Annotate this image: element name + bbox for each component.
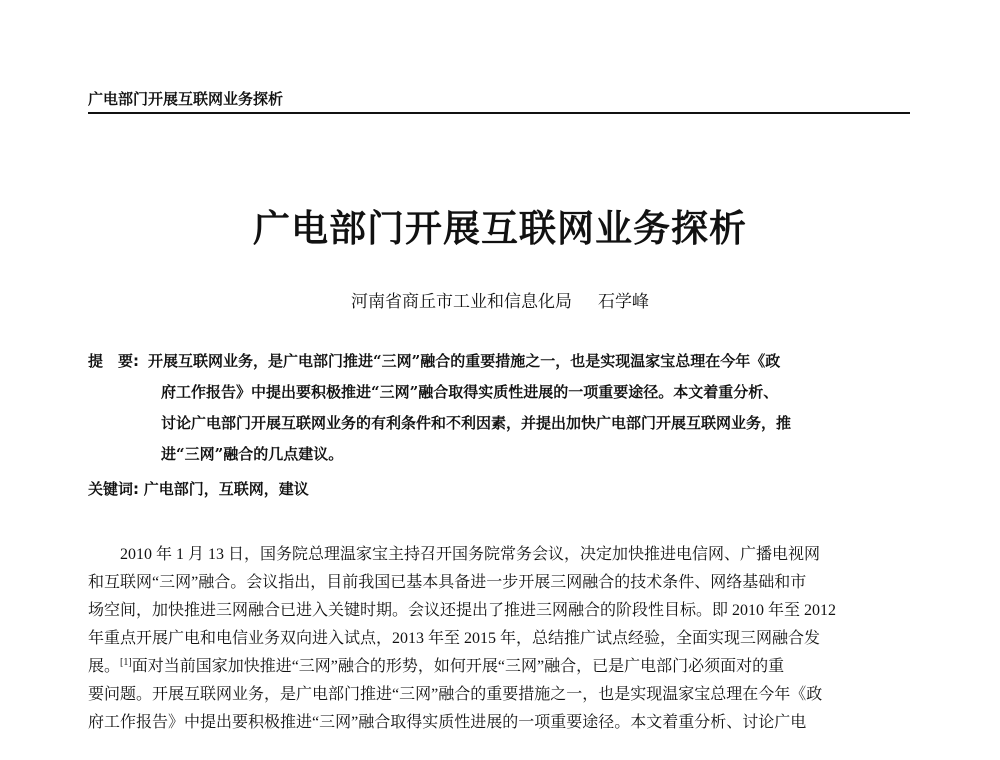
abstract-line-2: 府工作报告》中提出要积极推进“三网”融合取得实质性进展的一项重要途径。本文着重分析、 — [161, 383, 779, 401]
body-line-1: 2010 年 1 月 13 日，国务院总理温家宝主持召开国务院常务会议，决定加快推进电信网、广播电视网 — [120, 546, 821, 563]
running-header-title: 广电部门开展互联网业务探析 — [88, 90, 284, 108]
body-line-3: 场空间，加快推进三网融合已进入关键时期。会议还提出了推进三网融合的阶段性目标。即 2010 年至 2012 — [88, 602, 837, 619]
body-line-4: 年重点开展广电和电信业务双向进入试点，2013 年至 2015 年，总结推广试点经验，全面实现三网融合发 — [88, 630, 821, 647]
author-line — [0, 287, 1000, 312]
author-affiliation: 河南省商丘市工业和信息化局 — [351, 292, 572, 312]
body-line-5-text: 面对当前国家加快推进“三网”融合的形势，如何开展“三网”融合，已是广电部门必须面对的重 — [131, 658, 785, 675]
keywords-text: 广电部门，互联网，建议 — [143, 480, 309, 498]
body-line-5 — [88, 653, 784, 676]
abstract-line-4: 进“三网”融合的几点建议。 — [161, 445, 344, 463]
body-line-2: 和互联网“三网”融合。会议指出，目前我国已基本具备进一步开展三网融合的技术条件、网络基础和市 — [88, 574, 807, 591]
abstract-label: 提 要: — [88, 352, 139, 370]
body-line-7: 府工作报告》中提出要积极推进“三网”融合取得实质性进展的一项重要途径。本文着重分析、讨论广电 — [88, 714, 807, 731]
running-header — [88, 86, 910, 114]
abstract-line-1: 开展互联网业务，是广电部门推进“三网”融合的重要措施之一，也是实现温家宝总理在今年《政 — [148, 352, 781, 370]
keywords — [88, 478, 309, 499]
body-line-6: 要问题。开展互联网业务，是广电部门推进“三网”融合的重要措施之一，也是实现温家宝总理在今年《政 — [88, 686, 823, 703]
keywords-label: 关键词: — [88, 480, 139, 498]
abstract-line-3: 讨论广电部门开展互联网业务的有利条件和不利因素，并提出加快广电部门开展互联网业务，推 — [161, 414, 792, 432]
citation-reference[interactable]: [1] — [120, 657, 132, 668]
article-title: 广电部门开展互联网业务探析 — [253, 207, 747, 250]
author-name: 石学峰 — [598, 292, 649, 312]
body-line-5-prefix: 展。 — [88, 658, 121, 675]
